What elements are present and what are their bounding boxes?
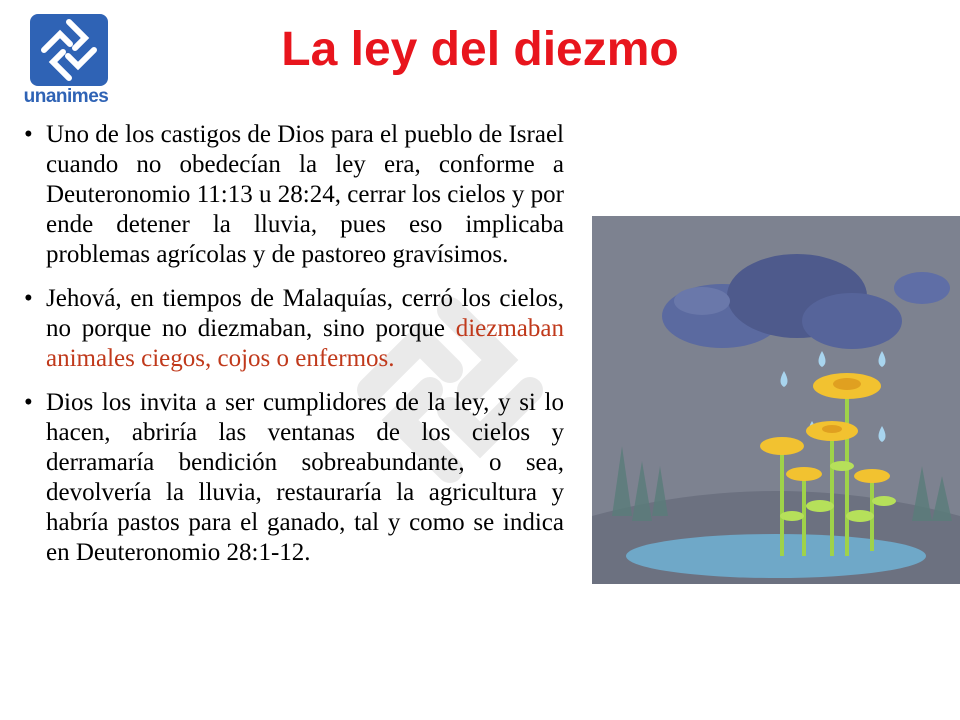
bullet-text: Dios los invita a ser cumplidores de la ley, y si lo hacen, abriría las ventanas de los cielos y derramaría bendición sobreabundante, o sea, devolvería la lluvia, restauraría la agricultura y habría pastos para el ganado, tal y como se indica en Deuteronomio 28:1-12. [46,389,564,566]
bullet-text: Jehová, en tiempos de Malaquías, cerró los cielos, no porque no diezmaban, sino porque [46,285,564,342]
bullet-dot: • [24,285,33,312]
bullet-item [24,120,564,270]
logo-text: unanimes [23,86,109,107]
rain-flowers-illustration [592,216,960,584]
puddle-icon [626,534,926,578]
bullet-list [24,120,564,582]
bullet-dot: • [24,121,33,148]
slide-title: La ley del diezmo [281,23,679,76]
bullet-item [24,388,564,568]
bullet-highlight-text: diezmaban animales ciegos, cojos o enfermos. [46,315,564,372]
bullet-text: Uno de los castigos de Dios para el pueblo de Israel cuando no obedecían la ley era, conforme a Deuteronomio 11:13 u 28:24, cerrar los cielos y por ende detener la lluvia, pues eso implicaba problemas agrícolas y de pastoreo gravísimos. [46,121,564,268]
logo-icon [30,14,108,86]
bullet-dot: • [24,389,33,416]
bullet-item [24,284,564,374]
logo [10,8,122,107]
